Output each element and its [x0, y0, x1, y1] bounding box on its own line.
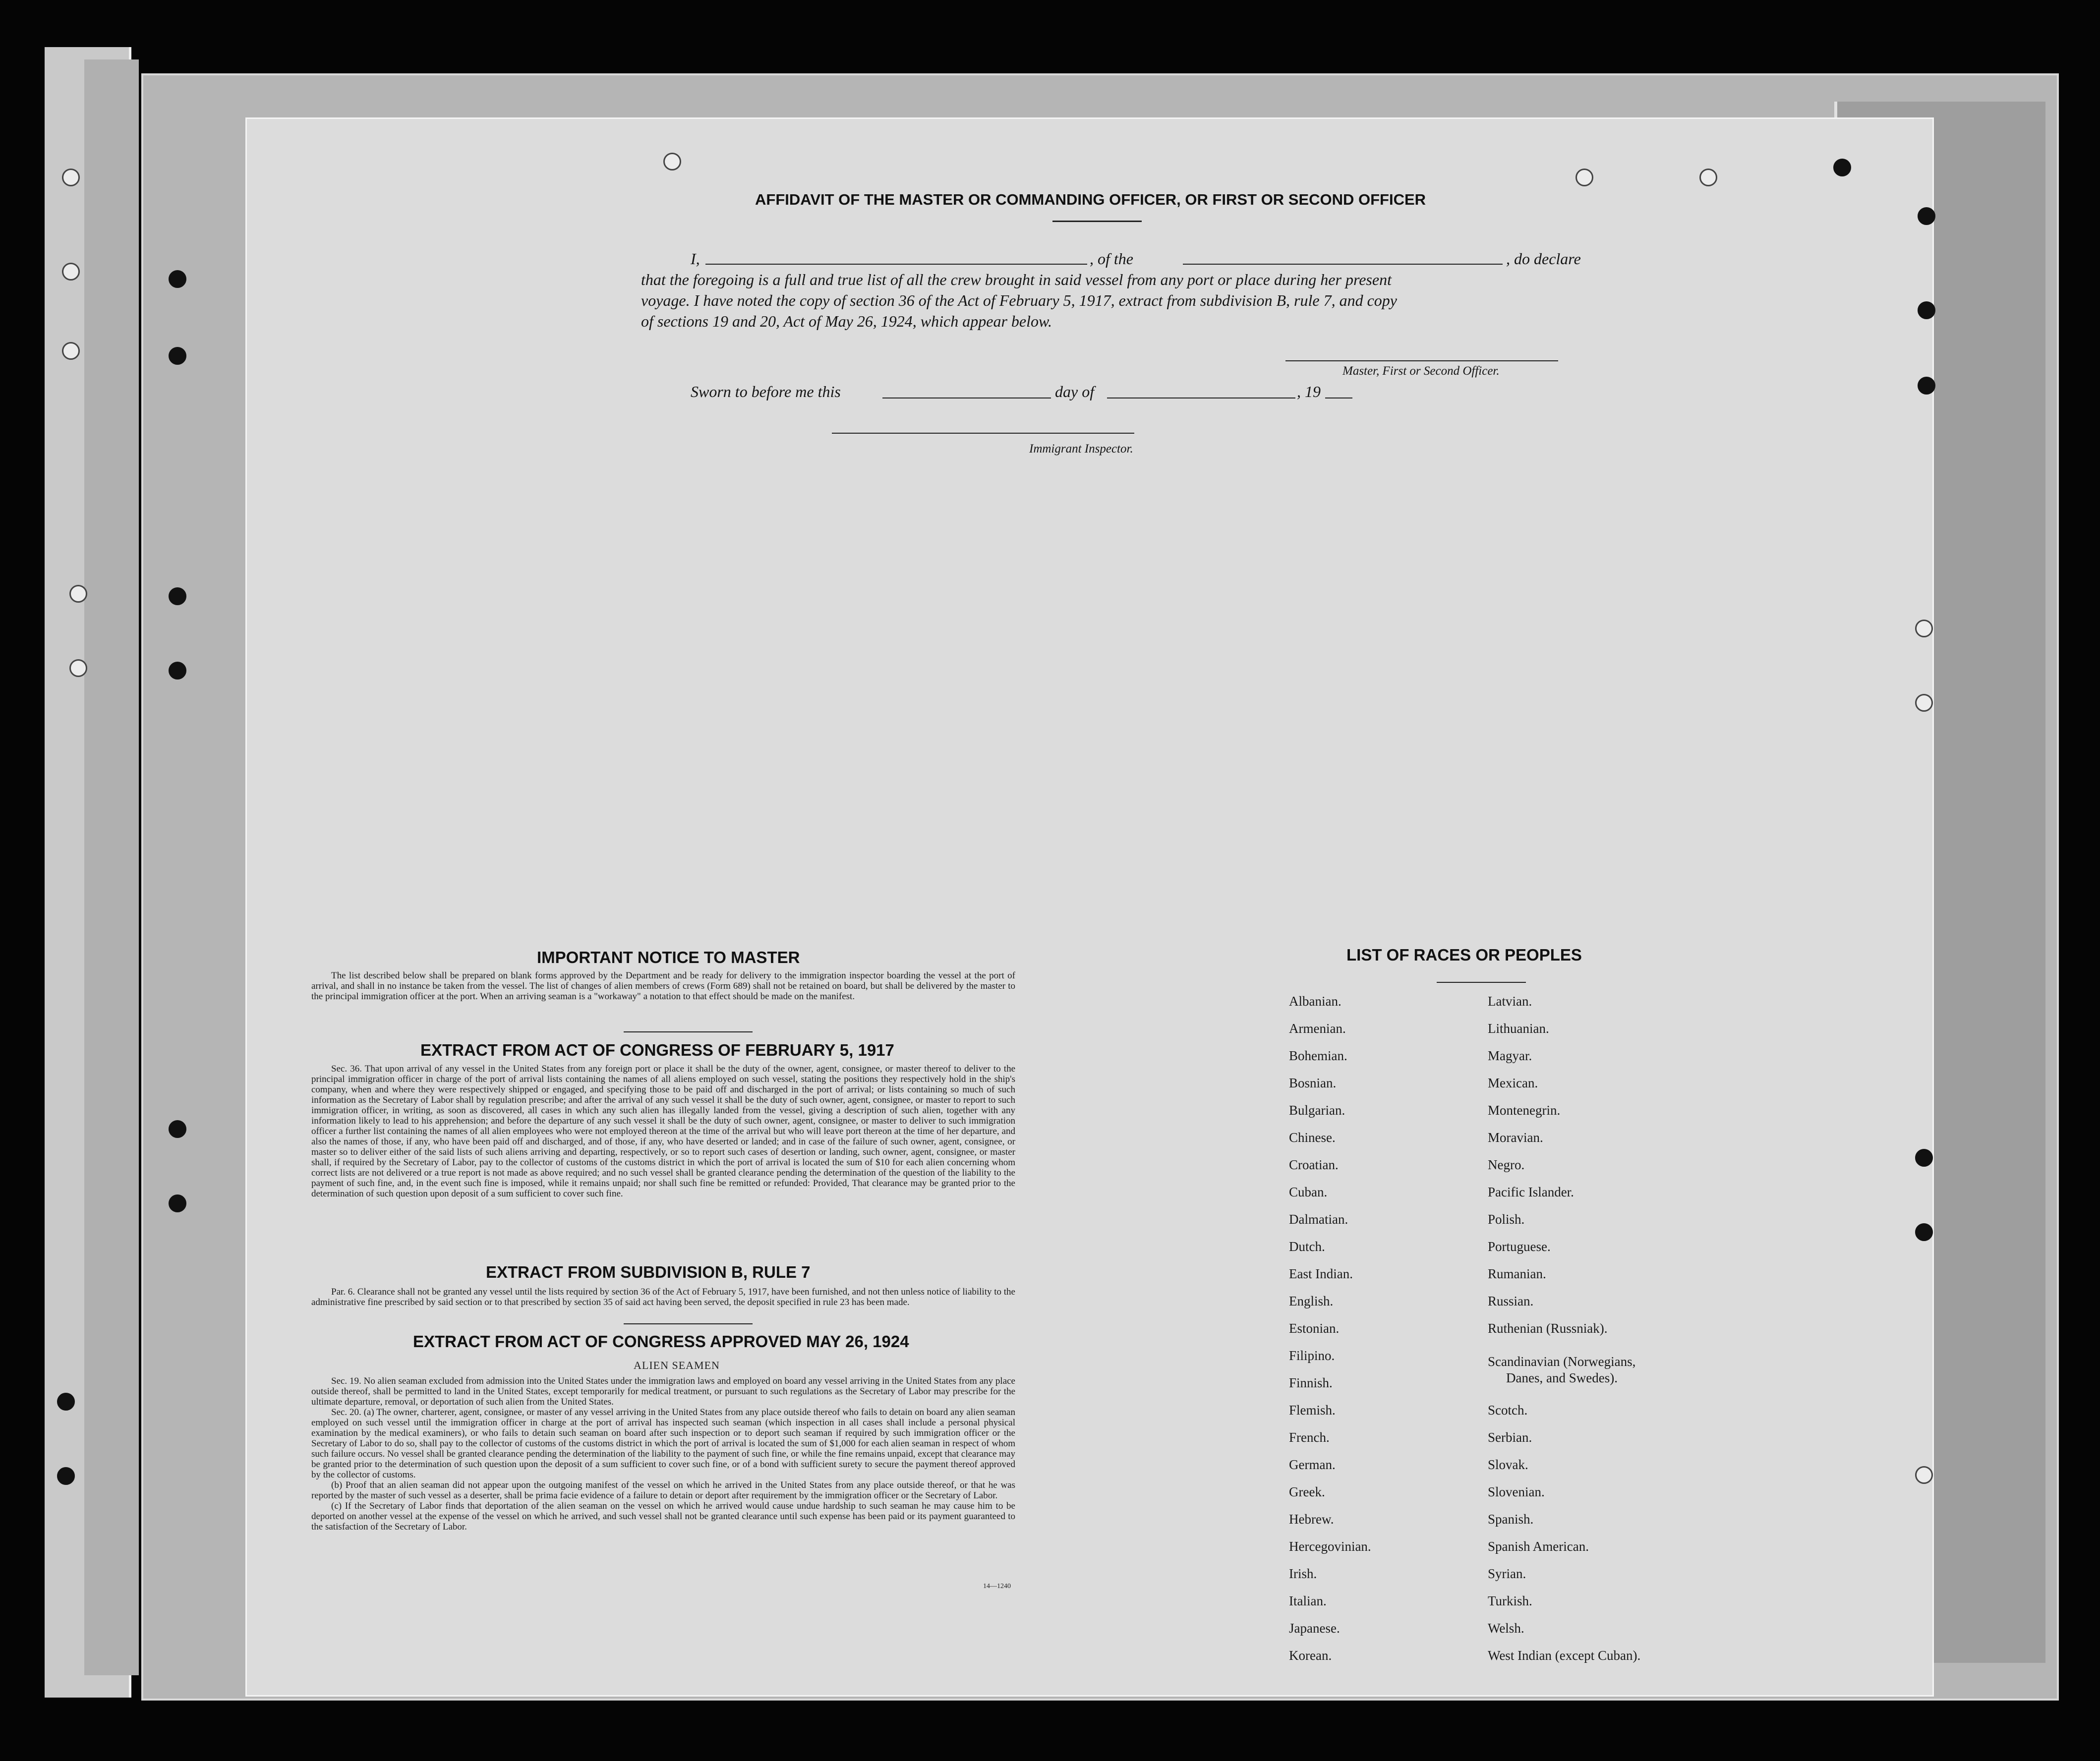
race-item: Mexican.: [1488, 1076, 1538, 1090]
affidavit-title: AFFIDAVIT OF THE MASTER OR COMMANDING OFFICER, OR FIRST OR SECOND OFFICER: [755, 191, 1426, 208]
race-item: French.: [1289, 1430, 1330, 1445]
punch-hole: [1699, 169, 1717, 186]
rule-7-title: EXTRACT FROM SUBDIVISION B, RULE 7: [486, 1263, 811, 1281]
race-item: Flemish.: [1289, 1403, 1336, 1418]
race-item: Negro.: [1488, 1157, 1525, 1172]
punch-hole: [1833, 159, 1851, 176]
races-title: LIST OF RACES OR PEOPLES: [1346, 946, 1582, 964]
race-item: Pacific Islander.: [1488, 1185, 1574, 1199]
binder-hole: [169, 1120, 186, 1138]
race-item: Filipino.: [1289, 1348, 1335, 1363]
punch-hole: [1918, 301, 1935, 319]
binder-hole: [169, 347, 186, 365]
sec-20a-paragraph: Sec. 20. (a) The owner, charterer, agent, consignee, or master of any vessel arriving in the United States from any place outside thereof who fails to detain on board any alien seaman employed on such vessel until the immigration officer in charge at the port of arrival has inspected such seaman (which inspection in all cases shall include a personal physical examination by the medical examiners), or who fails to detain such seaman on board after such inspection or to deport such seaman if required by such immigration officer or the Secretary of Labor to do so, shall pay to the collector of customs of the customs district in which the port of arrival is located the sum of $1,000 for each alien seaman in respect of whom such failure occurs. No vessel shall be granted clearance pending the determination of the liability to the payment of such fine, or while the fine remains unpaid, except that clearance may be granted prior to the determination of such question upon the deposit of a sum sufficient to cover such fine, or of a bond with sufficient surety to secure the payment thereof approved by the collector of customs.: [311, 1407, 1015, 1480]
race-item: Bosnian.: [1289, 1076, 1337, 1090]
race-item: Slovenian.: [1488, 1484, 1545, 1499]
signature-line[interactable]: [1285, 360, 1558, 361]
race-item: English.: [1289, 1294, 1334, 1308]
affidavit-line-1-suffix: , do declare: [1506, 250, 1581, 268]
extract-1924-title: EXTRACT FROM ACT OF CONGRESS APPROVED MAY 26, 1924: [413, 1332, 909, 1351]
vessel-blank[interactable]: [1183, 264, 1503, 265]
race-item: Finnish.: [1289, 1375, 1333, 1390]
race-item: Welsh.: [1488, 1621, 1524, 1636]
race-item: Lithuanian.: [1488, 1021, 1549, 1036]
extract-1917-title: EXTRACT FROM ACT OF CONGRESS OF FEBRUARY 5, 1917: [420, 1041, 894, 1059]
race-item: Slovak.: [1488, 1457, 1528, 1472]
affidavit-line-1-middle: , of the: [1090, 250, 1133, 268]
sworn-year-label: , 19: [1297, 383, 1321, 400]
form-page: [247, 119, 1932, 1695]
race-item: Rumanian.: [1488, 1266, 1546, 1281]
race-item: Ruthenian (Russniak).: [1488, 1321, 1608, 1336]
race-item: Korean.: [1289, 1648, 1332, 1663]
binder-hole: [169, 587, 186, 605]
race-item: Croatian.: [1289, 1157, 1339, 1172]
binder-hole: [62, 263, 80, 281]
punch-hole: [1915, 620, 1933, 637]
race-item-continued: Danes, and Swedes).: [1506, 1370, 1618, 1385]
race-item: Bulgarian.: [1289, 1103, 1345, 1118]
race-item: Montenegrin.: [1488, 1103, 1561, 1118]
punch-hole: [1918, 377, 1935, 395]
race-item: Hercegovinian.: [1289, 1539, 1371, 1554]
race-item: Turkish.: [1488, 1593, 1532, 1608]
races-title-rule: [1437, 982, 1526, 983]
sec-19-paragraph: Sec. 19. No alien seaman excluded from admission into the United States under the immigration laws and employed on board any vessel arriving in the United States from any place outside thereof, shall be permitted to land in the United States, except temporarily for medical treatment, or pursuant to such regulations as the Secretary of Labor may prescribe for the ultimate departure, removal, or deportation of such alien from the United States.: [311, 1376, 1015, 1407]
affidavit-line-1-prefix: I,: [691, 250, 700, 268]
section-rule: [624, 1323, 753, 1324]
binder-hole: [57, 1467, 75, 1485]
sec-20c-paragraph: (c) If the Secretary of Labor finds that deportation of the alien seaman on the vessel on which he arrived would cause undue hardship to such seaman he may cause him to be deported on another vessel at the expense of the vessel on which he arrived, and such vessel shall not be granted clearance until such expense has been paid or its payment guaranteed to the satisfaction of the Secretary of Labor.: [311, 1501, 1015, 1532]
race-item: Dutch.: [1289, 1239, 1325, 1254]
race-item: Estonian.: [1289, 1321, 1340, 1336]
race-item: Japanese.: [1289, 1621, 1340, 1636]
race-item: Albanian.: [1289, 994, 1342, 1009]
race-item: Serbian.: [1488, 1430, 1532, 1445]
punch-hole: [1915, 1466, 1933, 1484]
inspector-caption: Immigrant Inspector.: [1029, 442, 1133, 455]
race-item: West Indian (except Cuban).: [1488, 1648, 1641, 1663]
race-item: Greek.: [1289, 1484, 1325, 1499]
race-item: East Indian.: [1289, 1266, 1353, 1281]
signature-caption: Master, First or Second Officer.: [1342, 364, 1500, 378]
race-item: Bohemian.: [1289, 1048, 1347, 1063]
race-item: Russian.: [1488, 1294, 1534, 1308]
race-item: Spanish American.: [1488, 1539, 1589, 1554]
binder-hole: [57, 1393, 75, 1411]
race-item: German.: [1289, 1457, 1336, 1472]
affidavit-line-4: of sections 19 and 20, Act of May 26, 1924, which appear below.: [641, 312, 1052, 330]
section-rule: [624, 1031, 753, 1032]
punch-hole: [1915, 1149, 1933, 1167]
punch-hole: [1915, 1223, 1933, 1241]
race-item: Syrian.: [1488, 1566, 1526, 1581]
extract-1924-text: [311, 1376, 1015, 1532]
binder-hole: [62, 342, 80, 360]
race-item: Dalmatian.: [1289, 1212, 1348, 1227]
form-number: 14—1240: [983, 1583, 1011, 1590]
race-item: Magyar.: [1488, 1048, 1532, 1063]
punch-hole: [1915, 694, 1933, 712]
race-item: Latvian.: [1488, 994, 1532, 1009]
rule-7-text: [311, 1287, 1015, 1307]
race-item: Italian.: [1289, 1593, 1327, 1608]
race-item: Scotch.: [1488, 1403, 1528, 1418]
race-item: Hebrew.: [1289, 1512, 1334, 1527]
binding-strip-inner: [84, 59, 139, 1675]
race-item: Armenian.: [1289, 1021, 1346, 1036]
alien-seamen-subtitle: ALIEN SEAMEN: [634, 1359, 720, 1371]
sworn-day-label: day of: [1055, 383, 1095, 400]
binder-hole: [69, 659, 87, 677]
affidavit-line-2: that the foregoing is a full and true list of all the crew brought in said vessel from any port or place during her present: [641, 271, 1392, 288]
title-rule: [1052, 221, 1142, 222]
punch-hole: [663, 153, 681, 170]
name-blank[interactable]: [705, 264, 1087, 265]
binder-hole: [62, 169, 80, 186]
extract-1917-text: [311, 1064, 1015, 1199]
notice-title: IMPORTANT NOTICE TO MASTER: [537, 948, 800, 966]
race-item: Moravian.: [1488, 1130, 1543, 1145]
sworn-prefix: Sworn to before me this: [691, 383, 841, 400]
binder-hole: [69, 585, 87, 603]
race-item: Scandinavian (Norwegians,: [1488, 1354, 1636, 1369]
par-6-paragraph: Par. 6. Clearance shall not be granted any vessel until the lists required by section 36 of the Act of February 5, 1917, have been furnished, and not then unless notice of liability to the administrative fine prescribed by said section or to that prescribed by section 35 of said act having been served, the deposit specified in rule 23 has been made.: [311, 1287, 1015, 1307]
race-item: Cuban.: [1289, 1185, 1328, 1199]
binder-hole: [169, 662, 186, 680]
race-item: Chinese.: [1289, 1130, 1336, 1145]
punch-hole: [1575, 169, 1593, 186]
section-36-paragraph: Sec. 36. That upon arrival of any vessel in the United States from any foreign port or place it shall be the duty of the owner, agent, consignee, or master thereof to deliver to the principal immigration officer in charge of the port of arrival lists containing the names of all aliens employed on such vessel, stating the positions they respectively hold in the ship's company, when and where they were respectively shipped or engaged, and specifying those to be paid off and discharged in the port of arrival; or lists containing so much of such information as the Secretary of Labor shall by regulation prescribe; and after the arrival of any such vessel it shall be the duty of such owner, agent, consignee, or master to report to such immigration officer, in writing, as soon as discovered, all cases in which any such alien has illegally landed from the vessel, giving a description of such alien, together with any information likely to lead to his apprehension; and before the departure of any such vessel it shall be the duty of such owner, agent, consignee, or master to deliver to such immigration officer a further list containing the names of all alien employees who were not employed thereon at the time of the arrival but who will leave port thereon at the time of her departure, and also the names of those, if any, who have been paid off and discharged, and of those, if any, who have deserted or landed; and in case of the failure of such owner, agent, consignee, or master so to deliver either of the said lists of such aliens arriving and departing, respectively, or so to report such cases of desertion or landing, such owner, agent, consignee, or master shall, if required by the Secretary of Labor, pay to the collector of customs of the customs district in which the port of arrival is located the sum of $10 for each alien concerning whom correct lists are not delivered or a true report is not made as above required; and no such vessel shall be granted clearance pending the determination of the question of the liability to the payment of such fine, and, in the event such fine is imposed, while it remains unpaid; nor shall such fine be remitted or refunded: Provided, That clearance may be granted prior to the determination of such question upon deposit of a sum sufficient to cover such fine.: [311, 1064, 1015, 1199]
race-item: Portuguese.: [1488, 1239, 1551, 1254]
race-item: Polish.: [1488, 1212, 1525, 1227]
race-item: Irish.: [1289, 1566, 1317, 1581]
inspector-signature-line[interactable]: [832, 433, 1134, 434]
sec-20b-paragraph: (b) Proof that an alien seaman did not appear upon the outgoing manifest of the vessel on which he arrived in the United States from any place outside thereof, or that he was reported by the master of such vessel as a deserter, shall be prima facie evidence of a failure to detain or deport after requirement by the immigration officer or the Secretary of Labor.: [311, 1480, 1015, 1501]
binder-hole: [169, 270, 186, 288]
binder-hole: [169, 1194, 186, 1212]
notice-text: [311, 970, 1015, 1002]
punch-hole: [1918, 207, 1935, 225]
notice-paragraph: The list described below shall be prepared on blank forms approved by the Department and be ready for delivery to the immigration inspector boarding the vessel at the port of arrival, and shall in no instance be taken from the vessel. The list of changes of alien members of crews (Form 689) shall not be retained on board, but shall be delivered by the master to the principal immigration officer at the port. When an arriving seaman is a "workaway" a notation to that effect should be made on the manifest.: [311, 970, 1015, 1002]
affidavit-line-3: voyage. I have noted the copy of section 36 of the Act of February 5, 1917, extract from subdivision B, rule 7, and copy: [641, 291, 1397, 309]
race-item: Spanish.: [1488, 1512, 1534, 1527]
